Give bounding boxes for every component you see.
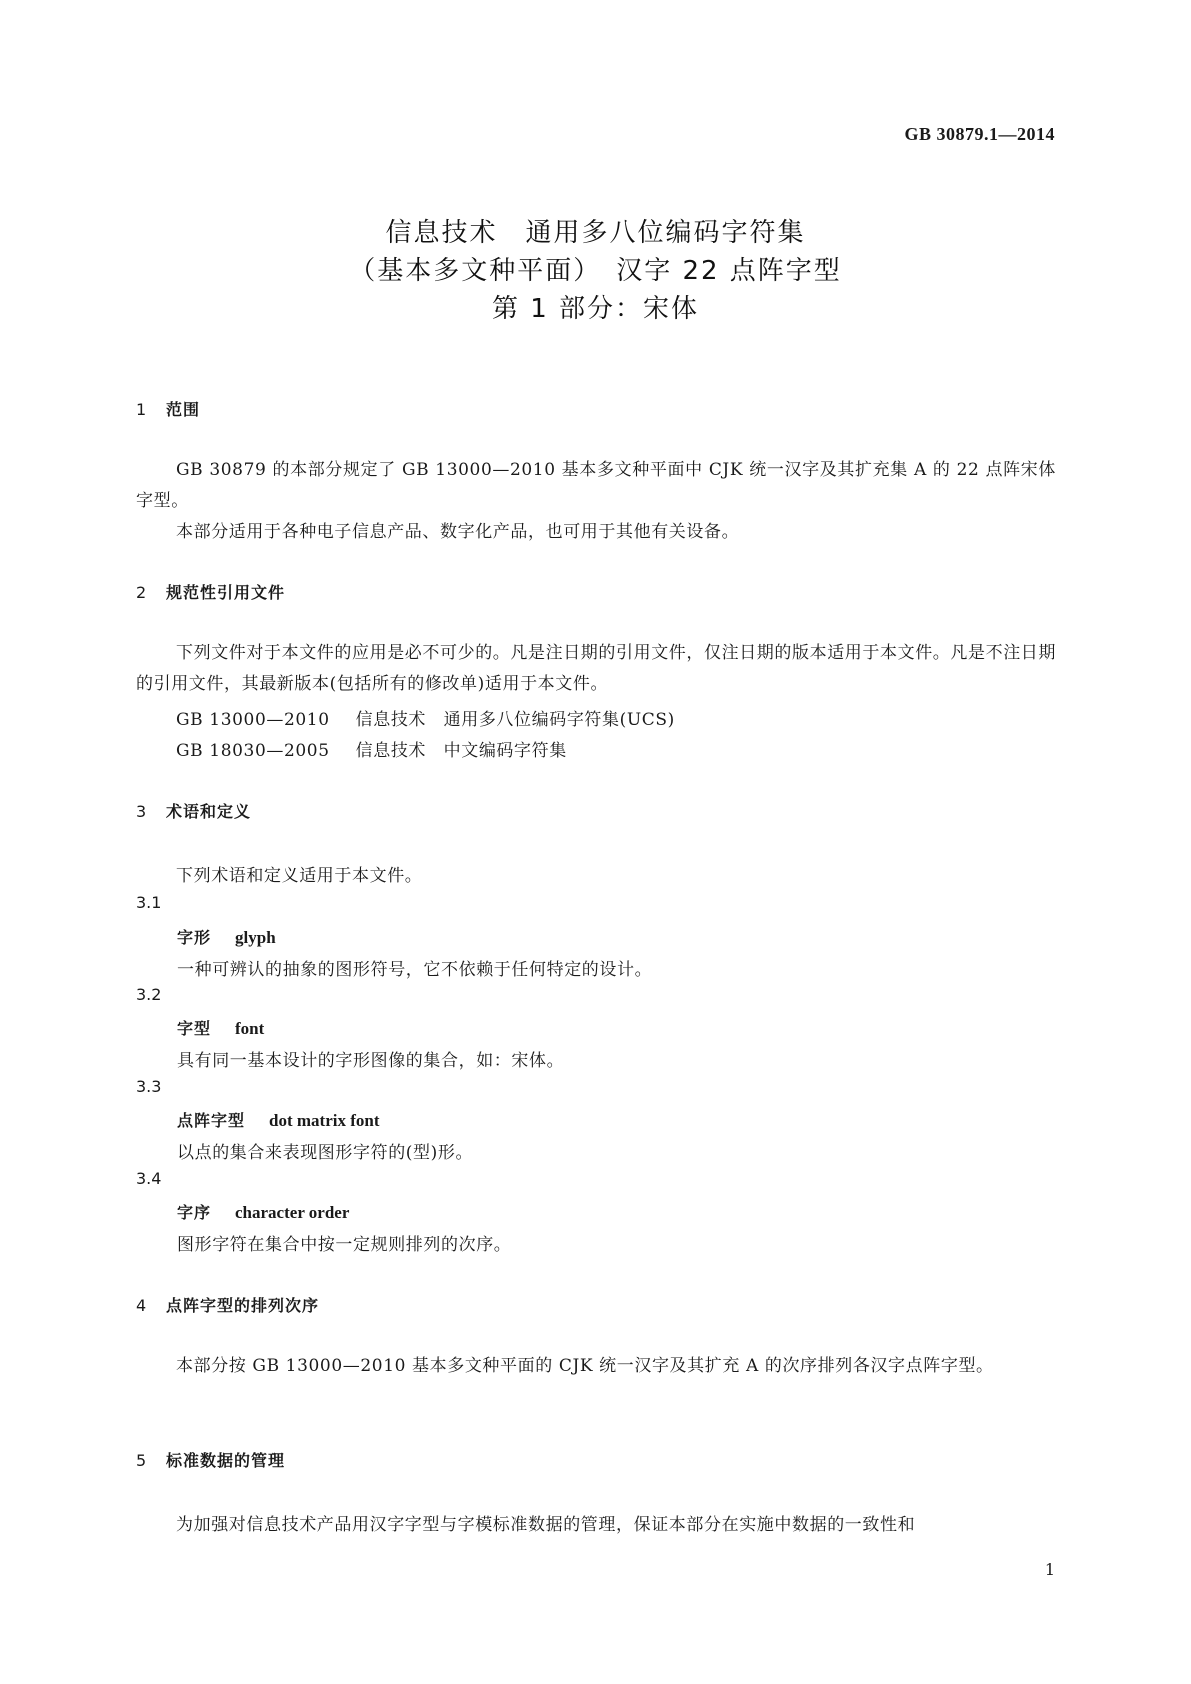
section-number: 4 [136,1296,148,1315]
term-zh: 点阵字型 [177,1111,246,1130]
section-3-intro: 下列术语和定义适用于本文件。 [176,866,423,886]
page-number: 1 [1044,1560,1055,1579]
term-zh: 字型 [177,1019,212,1038]
term-definition: 以点的集合来表现图形字符的(型)形。 [177,1143,474,1163]
title-line-1: 信息技术 通用多八位编码字符集 [385,218,806,248]
paragraph-text: GB 30879 的本部分规定了 GB 13000—2010 基本多文种平面中 CJK 统一汉字及其扩充集 A 的 22 点阵宋体字型。 [136,460,1056,511]
term-name [177,925,276,948]
section-title: 范围 [166,400,201,419]
term-en: font [235,1019,265,1038]
term-zh: 字序 [177,1203,212,1222]
reference-title: 信息技术 通用多八位编码字符集(UCS) [355,710,675,730]
standard-code: GB 30879.1—2014 [904,124,1055,144]
section-1-paragraph-1 [136,455,1056,517]
term-name [177,1108,380,1131]
term-definition: 图形字符在集合中按一定规则排列的次序。 [177,1235,512,1255]
term-en: glyph [235,928,276,947]
paragraph-text: 本部分适用于各种电子信息产品、数字化产品，也可用于其他有关设备。 [176,522,740,542]
section-1-heading [136,397,200,420]
section-number: 2 [136,583,148,602]
reference-item-1 [176,705,675,730]
term-number: 3.3 [136,1077,162,1096]
section-number: 5 [136,1451,148,1470]
section-5-heading [136,1448,285,1471]
term-name [177,1200,349,1223]
term-definition: 一种可辨认的抽象的图形符号，它不依赖于任何特定的设计。 [177,960,653,980]
reference-code: GB 18030—2005 [176,741,330,761]
term-zh: 字形 [177,928,212,947]
term-definition: 具有同一基本设计的字形图像的集合，如：宋体。 [177,1051,565,1071]
section-title: 规范性引用文件 [166,583,286,602]
section-title: 标准数据的管理 [166,1451,286,1470]
section-2-paragraph-1 [136,638,1056,700]
term-en: dot matrix font [269,1111,380,1130]
section-title: 术语和定义 [166,802,252,821]
section-4-paragraph-1 [136,1351,1056,1382]
term-number: 3.4 [136,1169,162,1188]
paragraph-text: 下列文件对于本文件的应用是必不可少的。凡是注日期的引用文件，仅注日期的版本适用于本文件。凡是不注日期的引用文件，其最新版本(包括所有的修改单)适用于本文件。 [136,643,1056,694]
section-title: 点阵字型的排列次序 [166,1296,320,1315]
term-number: 3.1 [136,893,162,912]
term-name [177,1016,264,1039]
title-line-2: （基本多文种平面） 汉字 22 点阵字型 [349,256,842,286]
reference-title: 信息技术 中文编码字符集 [355,741,567,761]
section-1-paragraph-2 [136,517,1056,548]
section-number: 3 [136,802,148,821]
reference-item-2 [176,736,567,761]
paragraph-text: 本部分按 GB 13000—2010 基本多文种平面的 CJK 统一汉字及其扩充 A 的次序排列各汉字点阵字型。 [176,1356,994,1376]
section-number: 1 [136,400,148,419]
section-2-heading [136,580,285,603]
title-line-3: 第 1 部分：宋体 [491,294,700,324]
paragraph-text: 为加强对信息技术产品用汉字字型与字模标准数据的管理，保证本部分在实施中数据的一致性和 [176,1515,916,1535]
section-3-heading [136,799,251,822]
section-4-heading [136,1293,319,1316]
term-number: 3.2 [136,985,162,1004]
section-5-paragraph-1 [136,1510,1056,1541]
term-en: character order [235,1203,350,1222]
reference-code: GB 13000—2010 [176,710,330,730]
